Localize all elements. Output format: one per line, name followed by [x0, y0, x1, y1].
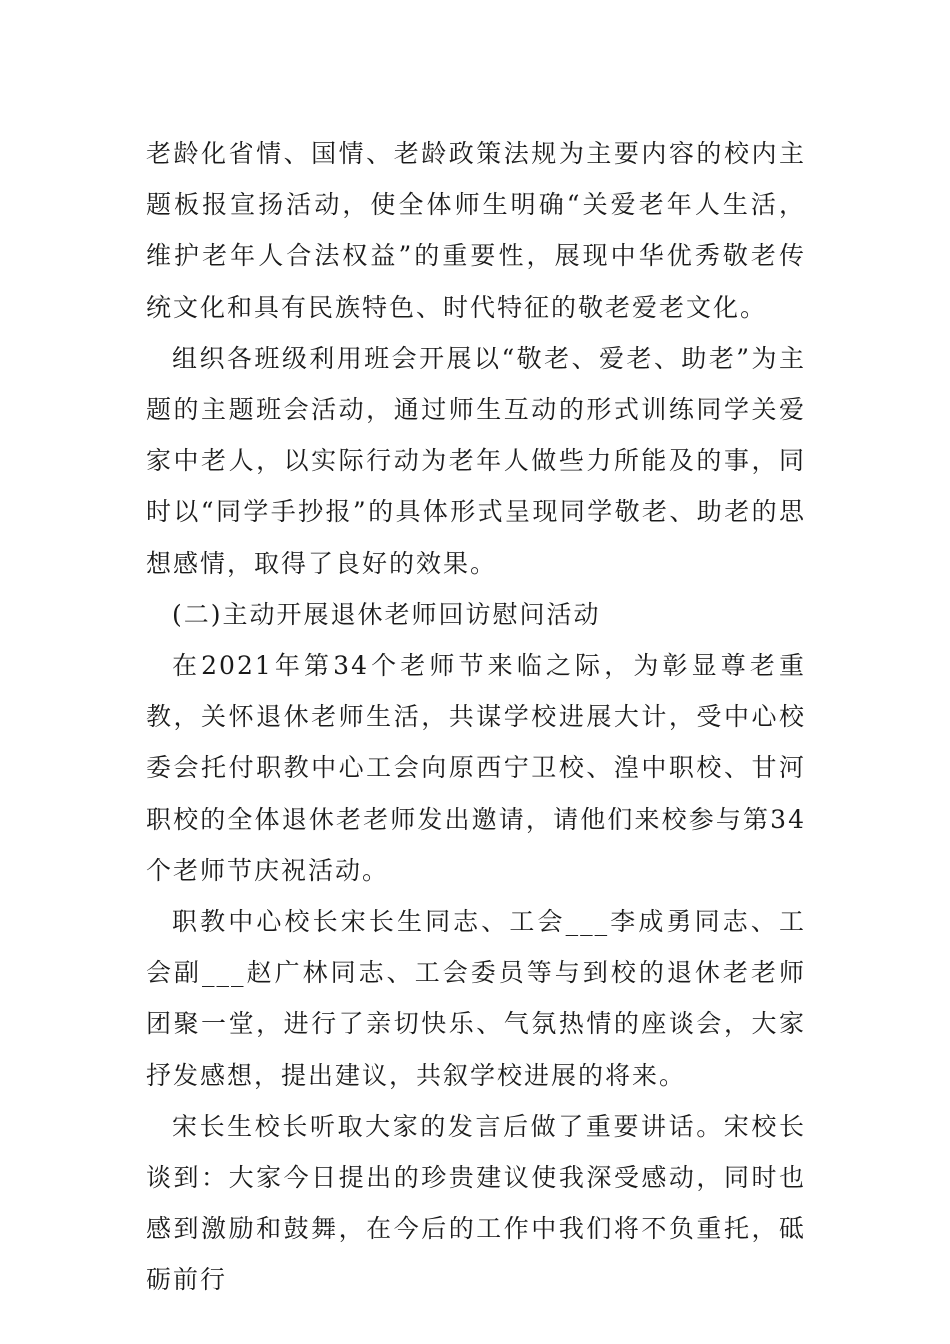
paragraph-2: 组织各班级利用班会开展以“敬老、爱老、助老”为主题的主题班会活动，通过师生互动的形式训练同学关爱家中老人，以实际行动为老年人做些力所能及的事，同时以“同学手抄报”的具体形式呈现同学敬老、助老的思想感情，取得了良好的效果。	[146, 343, 806, 578]
paragraph-3: 在2021年第34个老师节来临之际，为彰显尊老重教，关怀退休老师生活，共谋学校进展大计，受中心校委会托付职教中心工会向原西宁卫校、湟中职校、甘河职校的全体退休老老师发出邀请，请他们来校参与第34个老师节庆祝活动。	[146, 651, 806, 885]
paragraph-5: 宋长生校长听取大家的发言后做了重要讲话。宋校长谈到：大家今日提出的珍贵建议使我深受感动，同时也感到激励和鼓舞，在今后的工作中我们将不负重托，砥砺前行	[146, 1111, 806, 1295]
paragraph-4: 职教中心校长宋长生同志、工会___李成勇同志、工会副___赵广林同志、工会委员等与到校的退休老老师团聚一堂，进行了亲切快乐、气氛热情的座谈会，大家抒发感想，提出建议，共叙学校进展的将来。	[146, 907, 806, 1090]
paragraph-1: 老龄化省情、国情、老龄政策法规为主要内容的校内主题板报宣扬活动，使全体师生明确“关爱老年人生活，维护老年人合法权益”的重要性，展现中华优秀敬老传统文化和具有民族特色、时代特征的敬老爱老文化。	[146, 139, 806, 322]
section-heading: (二)主动开展退休老师回访慰问活动	[172, 599, 601, 629]
document-body	[146, 128, 806, 1306]
